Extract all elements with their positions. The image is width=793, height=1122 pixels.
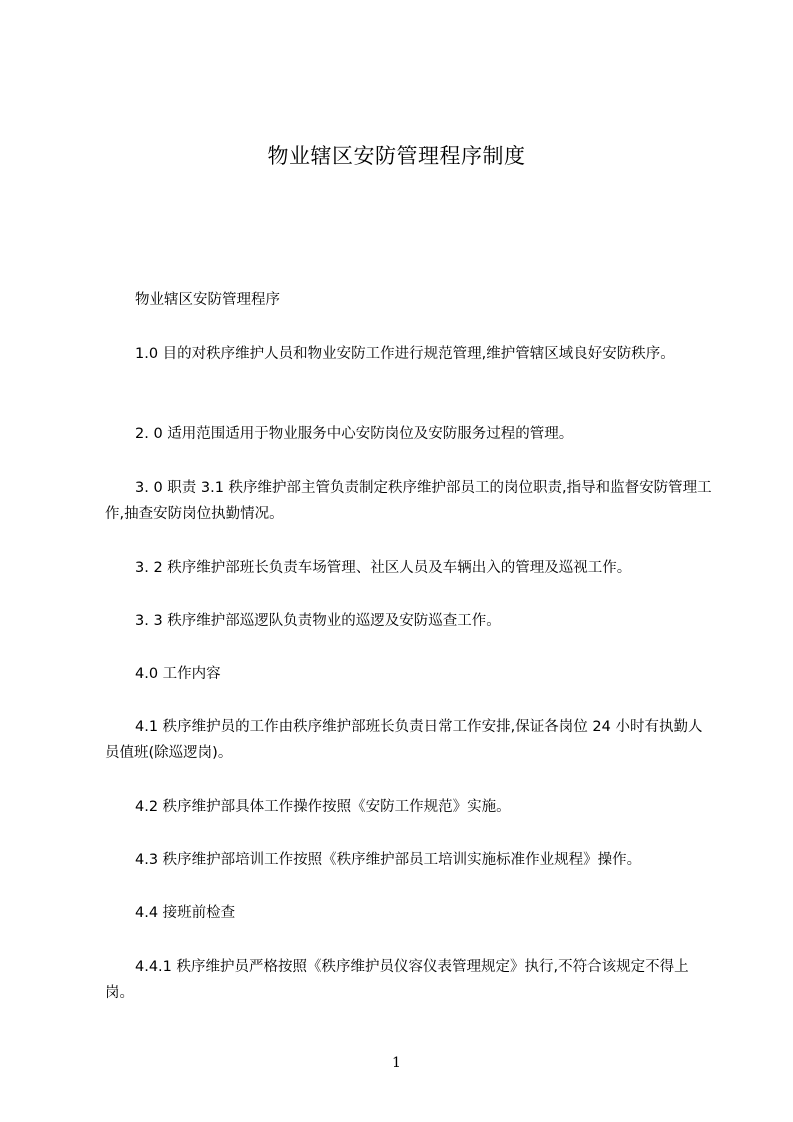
paragraph-work-4-3: 4.3 秩序维护部培训工作按照《秩序维护部员工培训实施标准作业规程》操作。: [135, 852, 642, 868]
paragraph-responsibility-3-2: 3. 2 秩序维护部班长负责车场管理、社区人员及车辆出入的管理及巡视工作。: [135, 560, 632, 576]
paragraph-responsibility-3-1: 3. 0 职责 3.1 秩序维护部主管负责制定秩序维护部员工的岗位职责,指导和监督安防管理工作,抽查安防岗位执勤情况。: [105, 480, 712, 522]
paragraph-work-4-4: 4.4 接班前检查: [135, 905, 236, 921]
paragraph-work-4-1: 4.1 秩序维护员的工作由秩序维护部班长负责日常工作安排,保证各岗位 24 小时有执勤人员值班(除巡逻岗)。: [105, 719, 703, 761]
document-title: 物业辖区安防管理程序制度: [267, 144, 526, 168]
paragraph-purpose: 1.0 目的对秩序维护人员和物业安防工作进行规范管理,维护管辖区域良好安防秩序。: [135, 346, 675, 362]
paragraph-scope: 2. 0 适用范围适用于物业服务中心安防岗位及安防服务过程的管理。: [135, 426, 574, 442]
paragraph-responsibility-3-3: 3. 3 秩序维护部巡逻队负责物业的巡逻及安防巡查工作。: [135, 613, 501, 629]
paragraph-work-4-4-1: 4.4.1 秩序维护员严格按照《秩序维护员仪容仪表管理规定》执行,不符合该规定不得上岗。: [105, 959, 689, 1001]
paragraph-work-4-2: 4.2 秩序维护部具体工作操作按照《安防工作规范》实施。: [135, 799, 511, 815]
paragraph-heading: 物业辖区安防管理程序: [135, 292, 280, 308]
page-number: 1: [392, 1055, 401, 1071]
paragraph-work-content: 4.0 工作内容: [135, 666, 221, 682]
